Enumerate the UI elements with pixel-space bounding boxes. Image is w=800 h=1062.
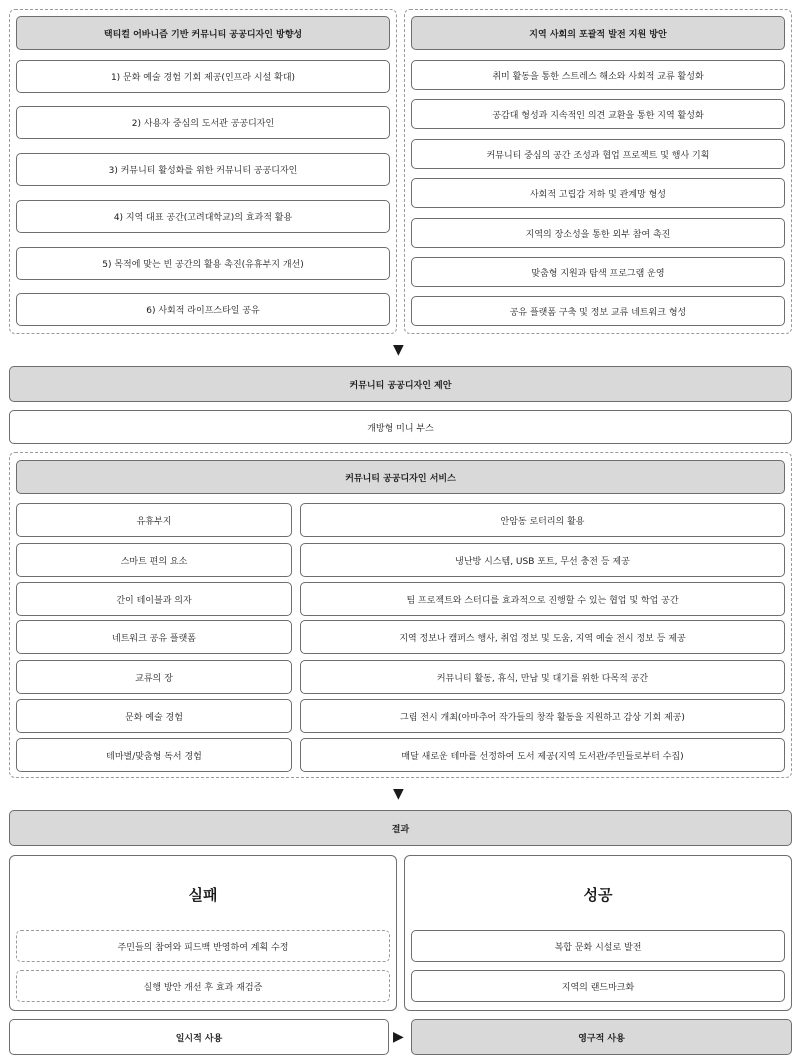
service-name-5: 교류의 장 (16, 660, 292, 694)
right-arrow-icon: ▶ (393, 1029, 404, 1045)
success-item-1: 복합 문화 시설로 발전 (411, 930, 785, 962)
service-name-2: 스마트 편의 요소 (16, 543, 292, 577)
failure-item-2: 실행 방안 개선 후 효과 재검증 (16, 970, 390, 1002)
failure-title: 실패 (188, 886, 218, 904)
right-item-3: 커뮤니티 중심의 공간 조성과 협업 프로젝트 및 행사 기획 (411, 139, 785, 169)
right-item-2: 공감대 형성과 지속적인 의견 교환을 통한 지역 활성화 (411, 99, 785, 129)
left-panel-title: 택티컬 어바니즘 기반 커뮤니티 공공디자인 방향성 (16, 16, 390, 50)
proposal-subtitle: 개방형 미니 부스 (9, 410, 792, 444)
right-item-4: 사회적 고립감 저하 및 관계망 형성 (411, 178, 785, 208)
service-desc-2: 냉난방 시스템, USB 포트, 무선 충전 등 제공 (300, 543, 785, 577)
failure-item-1: 주민들의 참여와 피드백 반영하여 계획 수정 (16, 930, 390, 962)
left-item-4: 4) 지역 대표 공간(고려대학교)의 효과적 활용 (16, 200, 390, 233)
right-item-6: 맞춤형 지원과 탐색 프로그램 운영 (411, 257, 785, 287)
service-desc-4: 지역 정보나 캠퍼스 행사, 취업 정보 및 도움, 지역 예술 전시 정보 등 제공 (300, 620, 785, 654)
service-desc-3: 팀 프로젝트와 스터디를 효과적으로 진행할 수 있는 협업 및 학업 공간 (300, 582, 785, 616)
service-desc-7: 매달 새로운 테마를 선정하여 도서 제공(지역 도서관/주민들로부터 수집) (300, 738, 785, 772)
service-desc-5: 커뮤니티 활동, 휴식, 만남 및 대기를 위한 다목적 공간 (300, 660, 785, 694)
service-desc-6: 그림 전시 개최(아마추어 작가들의 창작 활동을 지원하고 감상 기회 제공) (300, 699, 785, 733)
temporary-use: 일시적 사용 (9, 1019, 389, 1055)
services-title: 커뮤니티 공공디자인 서비스 (16, 460, 785, 494)
proposal-title: 커뮤니티 공공디자인 제안 (9, 366, 792, 402)
down-arrow-icon: ▼ (393, 786, 404, 802)
success-title: 성공 (583, 886, 613, 904)
right-item-7: 공유 플랫폼 구축 및 정보 교류 네트워크 형성 (411, 296, 785, 326)
service-name-7: 테마별/맞춤형 독서 경험 (16, 738, 292, 772)
left-item-6: 6) 사회적 라이프스타일 공유 (16, 293, 390, 326)
service-name-1: 유휴부지 (16, 503, 292, 537)
right-panel-title: 지역 사회의 포괄적 발전 지원 방안 (411, 16, 785, 50)
left-item-3: 3) 커뮤니티 활성화를 위한 커뮤니티 공공디자인 (16, 153, 390, 186)
left-item-5: 5) 목적에 맞는 빈 공간의 활용 촉진(유휴부지 개선) (16, 247, 390, 280)
left-item-1: 1) 문화 예술 경험 기회 제공(인프라 시설 확대) (16, 60, 390, 93)
permanent-use: 영구적 사용 (411, 1019, 792, 1055)
service-name-3: 간이 테이블과 의자 (16, 582, 292, 616)
down-arrow-icon: ▼ (393, 342, 404, 358)
result-title: 결과 (9, 810, 792, 846)
left-item-2: 2) 사용자 중심의 도서관 공공디자인 (16, 106, 390, 139)
service-desc-1: 안암동 로터리의 활용 (300, 503, 785, 537)
right-item-1: 취미 활동을 통한 스트레스 해소와 사회적 교류 활성화 (411, 60, 785, 90)
right-item-5: 지역의 장소성을 통한 외부 참여 촉진 (411, 218, 785, 248)
service-name-4: 네트워크 공유 플랫폼 (16, 620, 292, 654)
service-name-6: 문화 예술 경험 (16, 699, 292, 733)
success-item-2: 지역의 랜드마크화 (411, 970, 785, 1002)
